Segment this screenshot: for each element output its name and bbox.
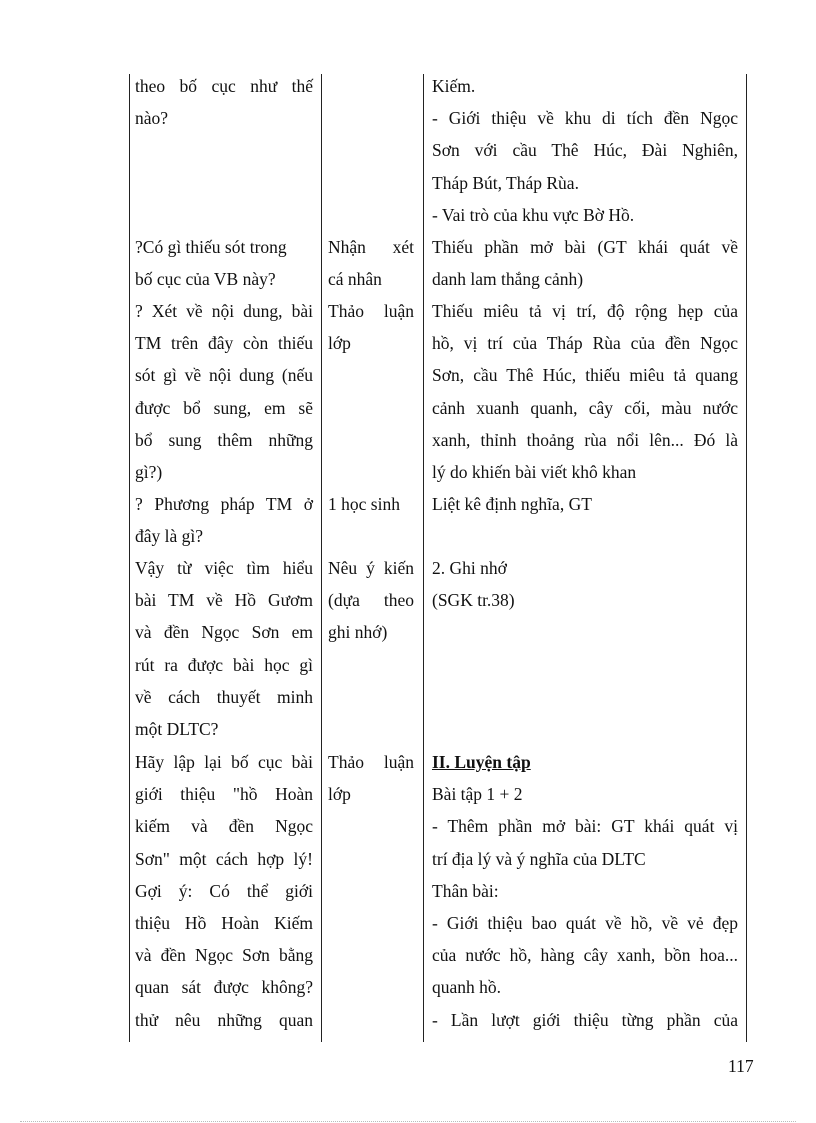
activity-line: (dựa theo	[328, 590, 414, 611]
content-cell	[432, 70, 738, 231]
question-line: Hãy lập lại bố cục bài	[135, 752, 313, 772]
content-line: trí địa lý và ý nghĩa của DLTC	[432, 848, 646, 869]
table-border-col2	[321, 74, 322, 1042]
question-cell	[135, 231, 313, 295]
activity-line: Nêu ý kiến	[328, 558, 414, 578]
content-line: Tháp Bút, Tháp Rùa.	[432, 172, 579, 193]
question-line: bố cục của VB này?	[135, 269, 276, 290]
question-line: một DLTC?	[135, 719, 219, 740]
content-line: Thiếu miêu tả vị trí, độ rộng hẹp của	[432, 301, 738, 321]
content-line: Sơn với cầu Thê Húc, Đài Nghiên,	[432, 140, 738, 161]
question-line: kiếm và đền Ngọc	[135, 816, 313, 837]
content-cell	[432, 746, 738, 1036]
content-line: 2. Ghi nhớ	[432, 558, 507, 578]
question-line: và đền Ngọc Sơn em	[135, 622, 313, 643]
content-line: danh lam thắng cảnh)	[432, 269, 584, 290]
page-number: 117	[728, 1056, 754, 1076]
content-line: Sơn, cầu Thê Húc, thiếu miêu tả quang	[432, 365, 738, 386]
table-border-right	[746, 74, 747, 1042]
content-line: hồ, vị trí của Tháp Rùa của đền Ngọc	[432, 333, 738, 354]
content-cell	[432, 552, 738, 616]
question-line: gì?)	[135, 462, 163, 483]
question-line: được bổ sung, em sẽ	[135, 397, 313, 418]
activity-line: ghi nhớ)	[328, 622, 388, 643]
content-line: quanh hồ.	[432, 977, 502, 998]
content-cell	[432, 231, 738, 295]
content-line: Thân bài:	[432, 880, 499, 901]
content-line: Bài tập 1 + 2	[432, 784, 523, 805]
question-line: giới thiệu "hồ Hoàn	[135, 784, 313, 805]
question-cell	[135, 746, 313, 1036]
content-cell	[432, 488, 738, 520]
activity-line: 1 học sinh	[328, 494, 400, 514]
question-line: đây là gì?	[135, 526, 204, 547]
question-line: theo bố cục như thế	[135, 76, 313, 96]
content-line: lý do khiến bài viết khô khan	[432, 462, 637, 483]
question-line: về cách thuyết minh	[135, 686, 313, 707]
content-line: - Thêm phần mở bài: GT khái quát vị	[432, 816, 738, 837]
activity-line: Thảo luận	[328, 301, 414, 321]
activity-cell	[328, 552, 414, 649]
question-cell	[135, 295, 313, 488]
question-line: bổ sung thêm những	[135, 429, 313, 450]
activity-cell	[328, 488, 414, 520]
question-line: sót gì về nội dung (nếu	[135, 365, 313, 386]
question-line: Gợi ý: Có thể giới	[135, 880, 313, 901]
content-line: - Vai trò của khu vực Bờ Hồ.	[432, 204, 635, 225]
question-line: rút ra được bài học gì	[135, 654, 313, 675]
content-line: - Giới thiệu về khu di tích đền Ngọc	[432, 108, 738, 129]
content-line: Kiếm.	[432, 76, 476, 96]
question-line: thử nêu những quan	[135, 1009, 313, 1030]
question-line: và đền Ngọc Sơn bằng	[135, 945, 313, 966]
content-line: (SGK tr.38)	[432, 590, 515, 611]
activity-line: lớp	[328, 333, 351, 354]
question-line: thiệu Hồ Hoàn Kiếm	[135, 913, 313, 934]
activity-cell	[328, 295, 414, 359]
activity-cell	[328, 231, 414, 295]
activity-line: cá nhân	[328, 269, 382, 290]
question-line: ? Xét về nội dung, bài	[135, 301, 313, 321]
question-cell	[135, 488, 313, 552]
content-cell	[432, 295, 738, 488]
table-border-left	[129, 74, 130, 1042]
question-cell	[135, 70, 313, 134]
content-line: cảnh xuanh quanh, cây cối, màu nước	[432, 397, 738, 418]
question-line: Vậy từ việc tìm hiểu	[135, 558, 313, 578]
question-line: ?Có gì thiếu sót trong	[135, 237, 287, 257]
content-line: Liệt kê định nghĩa, GT	[432, 494, 592, 514]
question-line: ? Phương pháp TM ở	[135, 494, 313, 514]
content-line: Thiếu phần mở bài (GT khái quát về	[432, 237, 738, 257]
content-line: - Lần lượt giới thiệu từng phần của	[432, 1009, 738, 1030]
content-line: của nước hồ, hàng cây xanh, bồn hoa...	[432, 945, 738, 966]
activity-line: Nhận xét	[328, 237, 414, 257]
activity-line: Thảo luận	[328, 752, 414, 772]
question-line: bài TM về Hồ Gươm	[135, 590, 313, 611]
activity-cell	[328, 746, 414, 810]
question-cell	[135, 552, 313, 745]
activity-line: lớp	[328, 784, 351, 805]
section-heading: II. Luyện tập	[432, 752, 531, 772]
page-bottom-divider	[20, 1121, 796, 1122]
question-line: TM trên đây còn thiếu	[135, 333, 313, 354]
content-line: xanh, thỉnh thoảng rùa nổi lên... Đó là	[432, 429, 738, 450]
content-line: - Giới thiệu bao quát về hồ, về vẻ đẹp	[432, 913, 738, 934]
question-line: Sơn" một cách hợp lý!	[135, 848, 313, 869]
question-line: quan sát được không?	[135, 977, 313, 998]
question-line: nào?	[135, 108, 169, 129]
table-border-col3	[423, 74, 424, 1042]
